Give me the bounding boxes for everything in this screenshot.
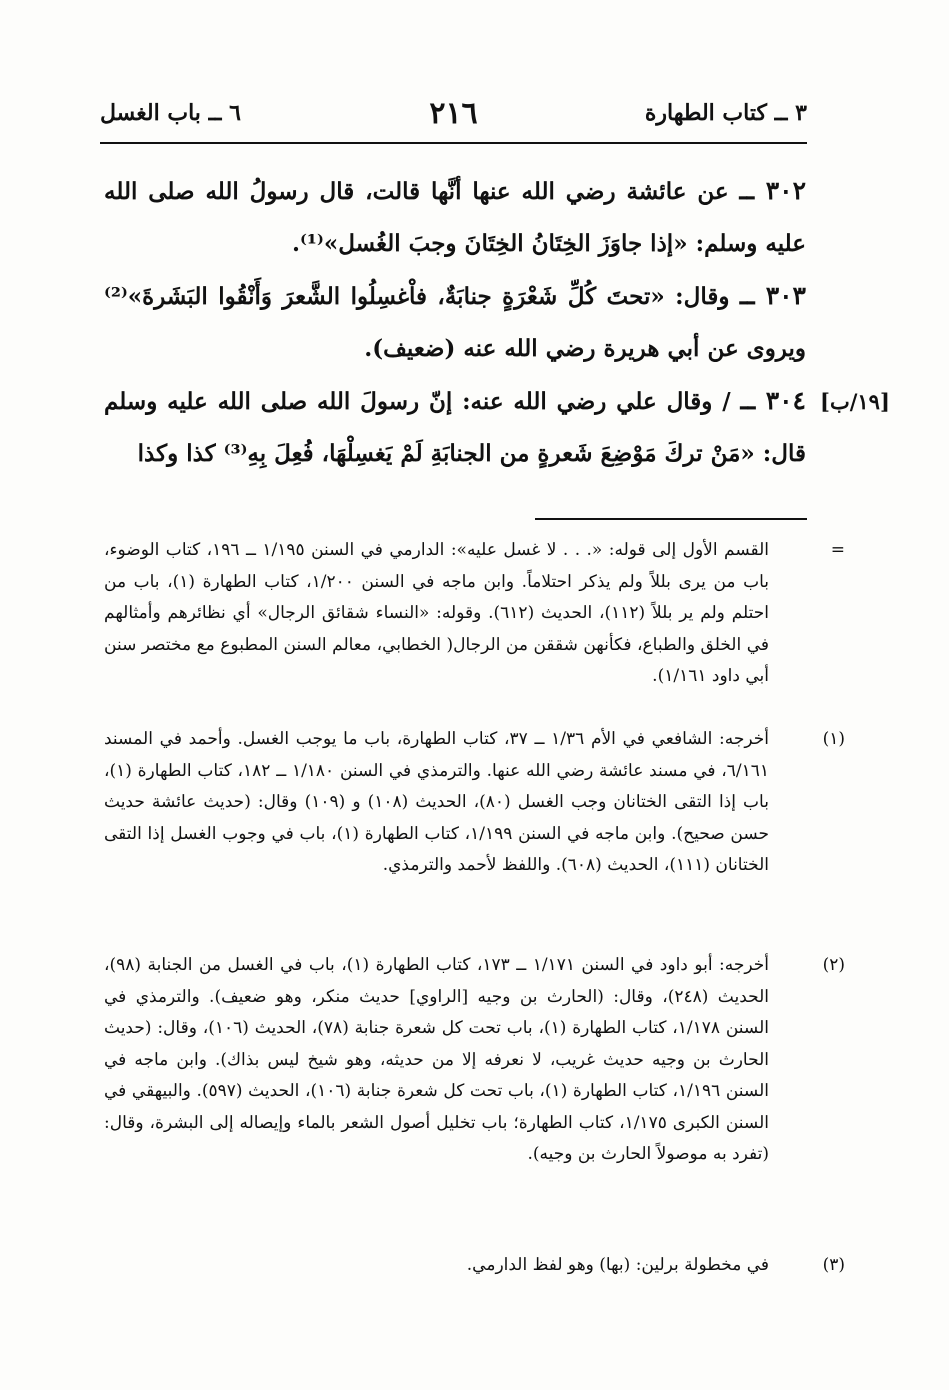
hadith-text: عن عائشة رضي الله عنها أنَّها قالت، قال رسولُ الله صلى الله عليه وسلم: «إذا جاوَزَ الخِتَانُ الخِتَانَ وجبَ الغُسل»⁽¹⁾.: [104, 178, 806, 257]
footnote-mark: (٢): [822, 955, 845, 975]
hadith-303: [104, 270, 806, 375]
hadith-302: [104, 165, 806, 270]
footnote-mark: (٣): [822, 1255, 845, 1275]
footnote-mark: (١): [822, 729, 845, 749]
footnote-text: القسم الأول إلى قوله: «. . . لا غسل عليه»: الدارمي في السنن ١/١٩٥ ــ ١٩٦، كتاب الوضوء، باب من يرى بللاً ولم يذكر احتلاماً. وابن ماجه في السنن ١/٢٠٠، كتاب الطهارة (١)، باب من احتلم ولم ير بللاً (١١٢)، الحديث (٦١٢). وقوله: «النساء شقائق الرجال» أي نظائرهم وأمثالهم في الخلق والطباع، فكأنهن شققن من الرجال( الخطابي، معالم السنن المطبوع مع مختصر سنن أبي داود ١/١٦١).: [104, 540, 769, 686]
footnote-1: [104, 724, 845, 882]
hadith-text: / وقال علي رضي الله عنه: إنّ رسولَ الله صلى الله عليه وسلم قال: «مَنْ تركَ مَوْضِعَ شَعرةٍ من الجنابَةِ لَمْ يَغسِلْهَا، فُعِلَ بِهِ⁽³⁾ كذا وكذا: [104, 388, 806, 467]
running-header: [100, 96, 807, 136]
header-rule: [100, 142, 807, 144]
hadith-304: [104, 375, 806, 480]
footnote-mark: =: [830, 540, 845, 560]
hadith-text: وقال: «تحتَ كُلِّ شَعْرَةٍ جنابَةٌ، فاْغسِلُوا الشَّعرَ وَأَنْقُوا البَشَرةَ»⁽²⁾ ويروى عن أبي هريرة رضي الله عنه (ضعيف).: [104, 283, 806, 362]
footnote-2: [104, 950, 845, 1171]
footnote-rule: [535, 518, 807, 520]
hadith-number: ٣٠٣ ــ: [739, 281, 806, 310]
chapter-title: ٣ ــ كتاب الطهارة: [644, 100, 807, 126]
manuscript-folio-note: [١٩/ب]: [820, 389, 890, 414]
hadith-number: ٣٠٤ ــ: [740, 386, 806, 415]
page-number: ٢١٦: [429, 96, 478, 131]
footnote-text: أخرجه: الشافعي في الأم ١/٣٦ ــ ٣٧، كتاب الطهارة، باب ما يوجب الغسل. وأحمد في المسند ٦/١٦١، في مسند عائشة رضي الله عنها. والترمذي في السنن ١/١٨٠ ــ ١٨٢، كتاب الطهارة (١)، باب إذا التقى الختانان وجب الغسل (٨٠)، الحديث (١٠٨) و (١٠٩) وقال: (حديث عائشة حديث حسن صحيح). وابن ماجه في السنن ١/١٩٩، كتاب الطهارة (١)، باب في وجوب الغسل إذا التقى الختانان (١١١)، الحديث (٦٠٨). واللفظ لأحمد والترمذي.: [104, 729, 770, 875]
footnote-text: أخرجه: أبو داود في السنن ١/١٧١ ــ ١٧٣، كتاب الطهارة (١)، باب في الغسل من الجنابة (٩٨)، الحديث (٢٤٨)، وقال: (الحارث بن وجيه [الراوي] حديث منكر، وهو ضعيف). والترمذي في السنن ١/١٧٨، كتاب الطهارة (١)، باب تحت كل شعرة جنابة (٧٨)، الحديث (١٠٦)، وقال: (حديث الحارث بن وجيه حديث غريب، لا نعرفه إلا من حديثه، وهو شيخ ليس بذاك). وابن ماجه في السنن ١/١٩٦، كتاب الطهارة (١)، باب تحت كل شعرة جنابة (١٠٦)، الحديث (٥٩٧). والبيهقي في السنن الكبرى ١/١٧٥، كتاب الطهارة؛ باب تخليل أصول الشعر بالماء وإيصاله إلى البشرة، وقال: (تفرد به موصولاً الحارث بن وجيه).: [104, 955, 770, 1164]
hadith-number: ٣٠٢ ــ: [739, 176, 807, 205]
section-title: ٦ ــ باب الغسل: [100, 100, 241, 126]
footnote-text: في مخطولة برلين: (بها) وهو لفظ الدارمي.: [466, 1255, 769, 1275]
footnote-3: [104, 1250, 845, 1282]
footnote-continued: [104, 535, 845, 693]
